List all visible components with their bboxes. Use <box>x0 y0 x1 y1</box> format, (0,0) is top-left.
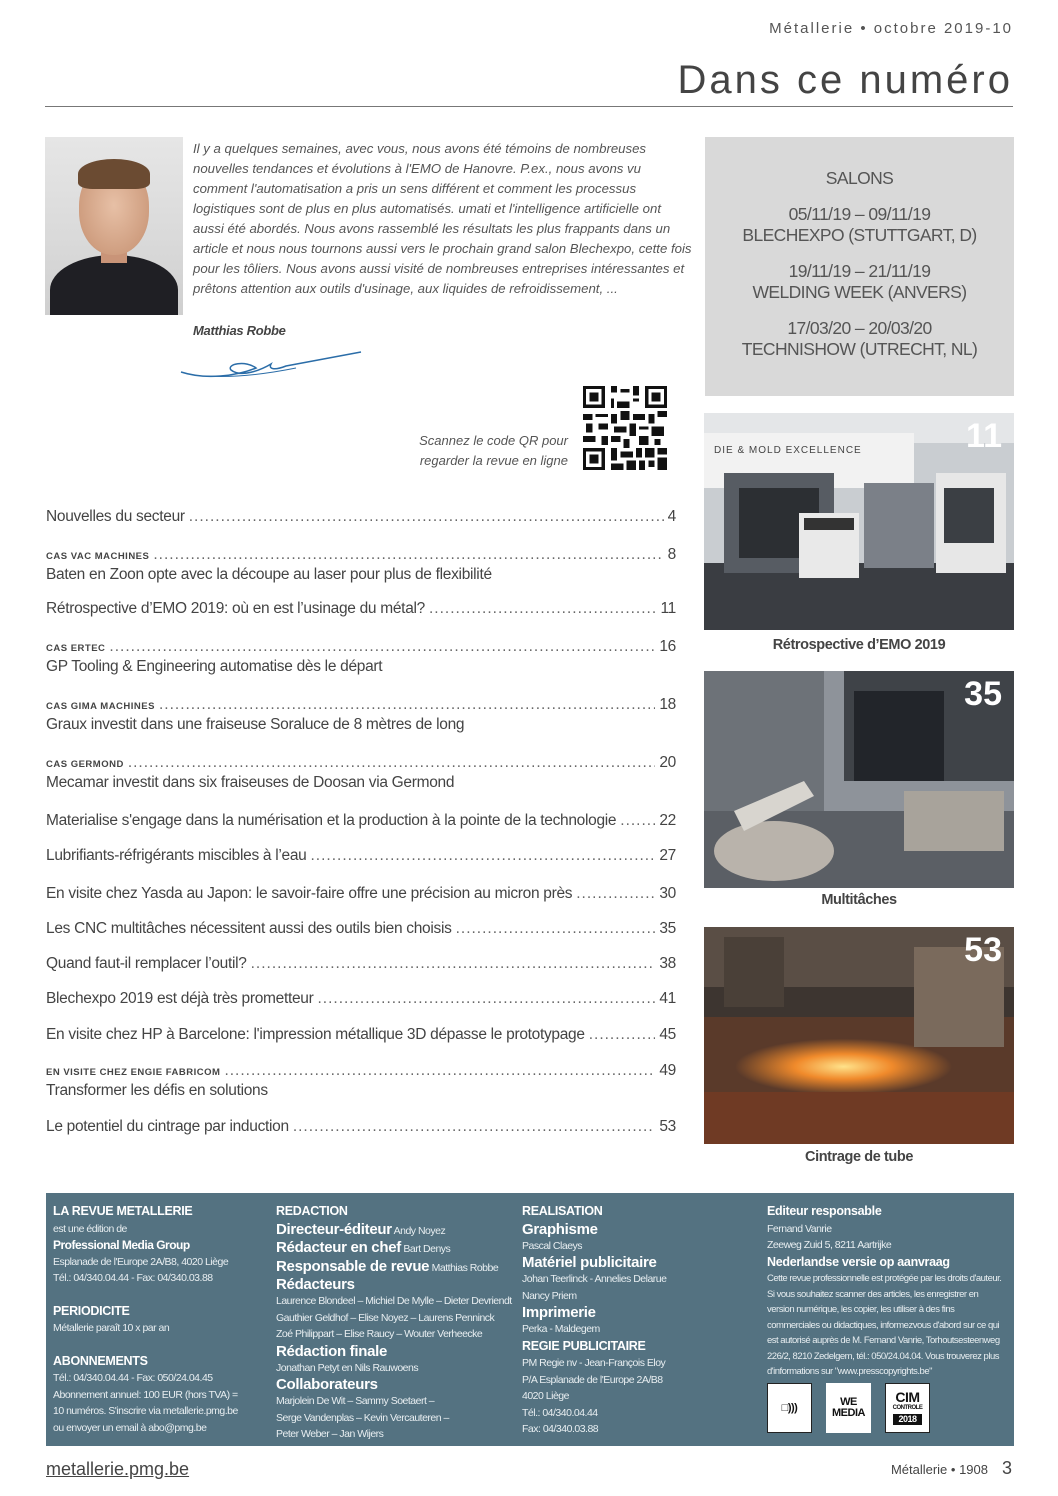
salon-event <box>705 204 1014 246</box>
page-title: Dans ce numéro <box>677 58 1013 102</box>
salon-event <box>705 261 1014 303</box>
photo-caption: Rétrospective d’EMO 2019 <box>772 637 946 653</box>
cim-logo: CIM CONTROLE 2018 <box>885 1383 930 1433</box>
photo-caption: Cintrage de tube <box>805 1149 913 1165</box>
salon-dates: 17/03/20 – 20/03/20 <box>787 318 932 338</box>
toc-entry[interactable]: Nouvelles du secteur ..... 4 <box>46 508 676 526</box>
colophon-col-editor: Editeur responsable Fernand Vanrie Zeeweg Zuid 5, 8211 Aartrijke Nederlandse versie op aanvraag Cette revue professionnelle est protégée par les droits d'auteur. Si vous souhaitez scanner des articles, les enregistrer en version numérique, les copier, les utiliser à des fins commerciales ou didactiques, informezvous d'abord sur ce qui est autorisé auprès de M. Fernand Vanrie, Torhoutsesteenweg 226/2, 8210 Zedelgem, tél.: 050/24.04.04. Vous trouverez plus d'informations sur "www.presscopyrights.be" <box>767 1204 1002 1377</box>
header-divider <box>45 106 1013 107</box>
colophon-col-publisher: LA REVUE METALLERIE est une édition de Professional Media Group Esplanade de l'Europe 2A/B8, 4020 Liège Tél.: 04/340.04.44 - Fax: 04/340.03.88 PERIODICITE Métallerie paraît 10 x par an ABONNEMENTS Tél.: 04/340.04.44 - Fax: 050/24.04.45 Abonnement annuel: 100 EUR (hors TVA) = 10 numéros. S'inscrire via metallerie.pmg.be ou envoyer un email à abo@pmg.be <box>53 1204 238 1434</box>
toc-entry[interactable]: Les CNC multitâches nécessitent aussi des outils bien choisis ..... 35 <box>46 920 676 938</box>
colophon-col-realisation: REALISATION Graphisme Pascal Claeys Matériel publicitaire Johan Teerlinck - Annelies Delarue Nancy Priem Imprimerie Perka - Maldegem REGIE PUBLICITAIRE PM Regie nv - Jean-François Eloy P/A Esplanade de l'Europe 2A/B8 4020 Liège Tél.: 04/340.04.44 Fax: 04/340.03.88 <box>522 1204 667 1435</box>
qr-caption: Scannez le code QR pour regarder la revue en ligne <box>419 433 568 468</box>
presscopyrights-icon: □))) <box>767 1383 812 1433</box>
editorial-author: Matthias Robbe <box>193 323 286 338</box>
editor-portrait <box>45 137 183 315</box>
issue-number: Métallerie • 1908 <box>890 1462 988 1477</box>
salon-name: WELDING WEEK (ANVERS) <box>752 282 967 302</box>
certification-logos <box>767 1383 930 1433</box>
issue-meta: Métallerie • octobre 2019-10 <box>769 20 1013 37</box>
toc-entry[interactable]: Blechexpo 2019 est déjà très prometteur ..... 41 <box>46 990 676 1008</box>
page-number: 3 <box>1001 1458 1012 1478</box>
toc-entry[interactable]: Materialise s'engage dans la numérisation et la production à la pointe de la technologie ..... 22 <box>46 812 676 830</box>
photo-caption: Multitâches <box>821 892 897 908</box>
photo-emo[interactable] <box>704 413 1014 630</box>
toc-entry[interactable]: Le potentiel du cintrage par induction ..... 53 <box>46 1118 676 1136</box>
toc-entry[interactable]: En visite chez HP à Barcelone: l'impression métallique 3D dépasse le prototypage ..... 45 <box>46 1026 676 1044</box>
toc-entry[interactable]: Quand faut-il remplacer l’outil? ..... 38 <box>46 955 676 973</box>
toc-entry[interactable]: CAS ERTEC ..... 16 GP Tooling & Engineering automatise dès le départ <box>46 638 676 676</box>
qr-code-icon[interactable] <box>580 383 670 473</box>
salon-dates: 19/11/19 – 21/11/19 <box>788 261 931 281</box>
photo-page-number: 35 <box>964 675 1002 713</box>
salon-name: TECHNISHOW (UTRECHT, NL) <box>741 339 978 359</box>
toc-entry[interactable]: CAS GERMOND ..... 20 Mecamar investit dans six fraiseuses de Doosan via Germond <box>46 754 676 792</box>
toc-entry[interactable]: CAS GIMA MACHINES ..... 18 Graux investit dans une fraiseuse Soraluce de 8 mètres de long <box>46 696 676 734</box>
toc-entry[interactable]: Rétrospective d’EMO 2019: où en est l’usinage du métal? ..... 11 <box>46 600 676 618</box>
salon-event <box>705 318 1014 360</box>
photo-bending[interactable] <box>704 927 1014 1144</box>
photo-multitask[interactable] <box>704 671 1014 888</box>
toc-entry[interactable]: CAS VAC MACHINES ..... 8 Baten en Zoon opte avec la découpe au laser pour plus de flexibilité <box>46 546 676 584</box>
editorial-text: Il y a quelques semaines, avec vous, nous avons été témoins de nombreuses nouvelles tendances et évolutions à l'EMO de Hanovre. P.ex., nous avons vu comment l'automatisation a pris un sens différent et comment les processus logistiques sont de plus en plus automatisés. umati et l'intelligence artificielle ont aussi été abordés. Nous avons rassemblé les résultats les plus frappants dans un article et nous nous tournons aussi vers le prochain grand salon Blechexpo, cette fois pour les tôliers. Nous avons aussi visité de nombreuses entreprises intéressantes et prêtons attention aux outils d'usinage, aux liquides de refroidissement, ... <box>193 141 692 296</box>
website-link[interactable]: metallerie.pmg.be <box>46 1459 190 1479</box>
photo-page-number: 53 <box>964 931 1002 969</box>
toc-entry[interactable]: EN VISITE CHEZ ENGIE FABRICOM ..... 49 Transformer les défis en solutions <box>46 1062 676 1100</box>
toc-entry[interactable]: En visite chez Yasda au Japon: le savoir-faire offre une précision au micron près ..... 30 <box>46 885 676 903</box>
colophon-col-redaction: REDACTION Directeur-éditeur Andy Noyez Rédacteur en chef Bart Denys Responsable de revue Matthias Robbe Rédacteurs Laurence Blondeel – Michiel De Mylle – Dieter Devriendt Gauthier Geldhof – Elise Noyez – Laurens Penninck Zoé Philippart – Elise Raucy – Wouter Verheecke Rédaction finale Jonathan Petyt en Nils Rauwoens Collaborateurs Marjolein De Wit – Sammy Soetaert – Serge Vandenplas – Kevin Vercauteren – Peter Weber – Jan Wijers <box>276 1204 512 1440</box>
we-media-logo: WE MEDIA <box>826 1383 871 1433</box>
emo-banner-text: DIE & MOLD EXCELLENCE <box>714 445 862 456</box>
salons-box <box>705 137 1014 396</box>
salons-title: SALONS <box>825 168 894 188</box>
toc-entry[interactable]: Lubrifiants-réfrigérants miscibles à l’eau ..... 27 <box>46 847 676 865</box>
salon-name: BLECHEXPO (STUTTGART, D) <box>742 225 977 245</box>
signature-image <box>176 340 366 385</box>
photo-page-number: 11 <box>966 417 1002 455</box>
salon-dates: 05/11/19 – 09/11/19 <box>788 204 931 224</box>
colophon-box <box>46 1193 1014 1446</box>
